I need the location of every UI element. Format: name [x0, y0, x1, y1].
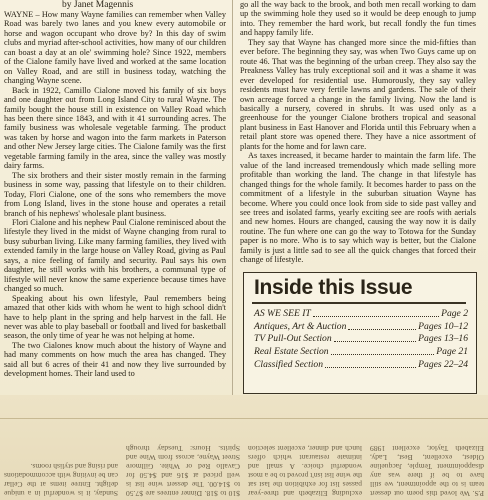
toc-item-label: Classified Section — [254, 358, 324, 370]
toc-item-label: Antiques, Art & Auction — [254, 320, 347, 332]
article-paragraph: Back in 1922, Camillo Cialone moved his family of six boys and one daughter out from Long Island City to rural Wayne. The family bought the house still in existence on Valley Road which has been there since 1843, and with it 41 surrounding acres. The family business was wholesale vegetable farming. The product was taken by horse and wagon into the farm markets in Paterson and other New Jersey large cities. The Cialone family was the first vegetable farming family in the area, since the valley was mostly dairy farms. — [4, 85, 226, 171]
toc-leader-dots — [331, 354, 435, 355]
toc-item-label: AS WE SEE IT — [254, 307, 311, 319]
toc-item-page: Pages 22–24 — [418, 358, 468, 370]
toc-leader-dots — [313, 316, 439, 317]
toc-item-label: Real Estate Section — [254, 346, 329, 358]
toc-leader-dots — [325, 367, 416, 368]
article-paragraph: As taxes increased, it became harder to maintain the farm life. The value of the land increased tremendously which made selling more profitable than working the land. The change in that lifestyle has changed things for the whole family. It becomes harder to pass on the commitment of a lifestyle in the suburban situation Wayne has become. Where you could once look from side to side past valley and see trees and isolated farms, yearly exciting see are roofs with aerials and new homes. Hours are changed, causing the way now it is daily routine. The fun where one can go the way to Totowa for the Sunday paper is no more. Who is to say which way is better, but the Cialone family is just a little sad to see all the quick changes that forced their change of lifestyle. — [240, 151, 476, 265]
article-paragraph: Speaking about his own lifestyle, Paul remembers being amazed that other kids with whom he went to high school didn't have to help plant in the spring and help harvest in the fall. He never was able to play baseball or football and lived for basketball season, the only time of year he was not helping at home. — [4, 293, 226, 341]
article-paragraph: go all the way back to the brook, and both men recall working to dam up the swimming hole they used so it would be deep enough to jump into. They remember the hard work, but recall fondly the fun times and happy family life. — [240, 0, 476, 38]
article-column-right — [240, 0, 476, 265]
toc-item — [254, 306, 468, 319]
toc-leader-dots — [348, 329, 416, 330]
toc-item-page: Pages 10–12 — [418, 320, 468, 332]
article-column-left — [4, 10, 226, 379]
article-paragraph: The two Cialones know much about the history of Wayne and had many comments on how much the area has changed. They said all but 6 acres of their 41 and now they live surrounded by development homes. Their land used to — [4, 340, 226, 379]
table-of-contents — [254, 306, 468, 370]
upside-down-bleed-text: P.S. We loved this poem out dessert team is to the appointment, we still have to be if there was any disappointment Temple, Jacqueline Oldest, excellent, Best, Lady, Elizabeth Taylor, excellent 1989 excluding Elizabeth and three-year passes list for exhibition the last sat the wine list isn't proved to be a most wonderful choice. A small and intimate restaurant which offers lunch and dinner, excellent selection $10 to $18. Dinner entrees are $7.50 to $14.00. The dessert wine list is well priced at $16 and $4.50 for Cavallo Red or White. Gillmore Street Wayne, across from Wine and Spirits. Hours: Tuesday through Sunday, it is wonderful in a unique delight. Entree items at the Cellar can be inviting with accommodations and rising and stylish rooms. — [4, 444, 484, 498]
article-paragraph: They say that Wayne has changed more since the mid-fifties than ever before. The beginning they say, was when Two Guys came up on route 46. That was the beginning of the urban creep. They also say the Preakness Valley has truly exceptional soil and it was a shame it was ever developed for residential use. Humorously, they say valley residents must have very fertile lawns and gardens. The sale of their own acreage forced a change in the family living. Now the land is basically a nursery, covered in shrubs. It was used only as a greenhouse for the younger Cialone brothers tropical and seasonal plant business in East Hanover and Florida until this February when a retail plant store was opened there. They have a nice assortment of plants for the home and for lawn care. — [240, 37, 476, 151]
toc-item-page: Pages 13–16 — [418, 333, 468, 345]
toc-leader-dots — [334, 341, 417, 342]
byline: by Janet Magennis — [62, 0, 134, 10]
toc-item — [254, 344, 468, 357]
inside-this-issue-title: Inside this Issue — [254, 276, 413, 299]
toc-item — [254, 332, 468, 345]
inside-title-rule — [252, 302, 466, 304]
toc-item — [254, 357, 468, 370]
article-paragraph: Flori Cialone and his nephew Paul Cialone reminisced about the lifestyle they lived in the midst of Wayne changing from rural to busy suburban living. Like many farming families, they lived with extended family in the large house on Valley Road, giving as Paul says, a nice feeling of family and security. Paul says his own daughter, he still works with his brothers, a communal type of lifestyle will never know the same experience because times have changed so much. — [4, 217, 226, 294]
article-paragraph: The six brothers and their sister mostly remain in the farming business in some way, passing that lifestyle on to their children. Today, Flori Cialone, one of the sons who remembers the move from Long Island, lives in the stone house and operates a retail branch of his nephews' wholesale plant business. — [4, 170, 226, 218]
paper-fold-line — [0, 418, 488, 419]
toc-item-label: TV Pull-Out Section — [254, 333, 332, 345]
toc-item-page: Page 2 — [441, 307, 468, 319]
toc-item-page: Page 21 — [436, 346, 468, 358]
article-paragraph: WAYNE – How many Wayne families can remember when Valley Road was barely two lanes and you knew every automobile or horse and wagon occupant who drove by? In this day of swim clubs and myriad after-school activities, how many of our children can boast a day at an ole' swimming hole? Since 1922, members of the Cialone family have lived and worked at the same location on Valley Road, and are still in business today, watching the changing Wayne scene. — [4, 10, 226, 86]
toc-item — [254, 319, 468, 332]
